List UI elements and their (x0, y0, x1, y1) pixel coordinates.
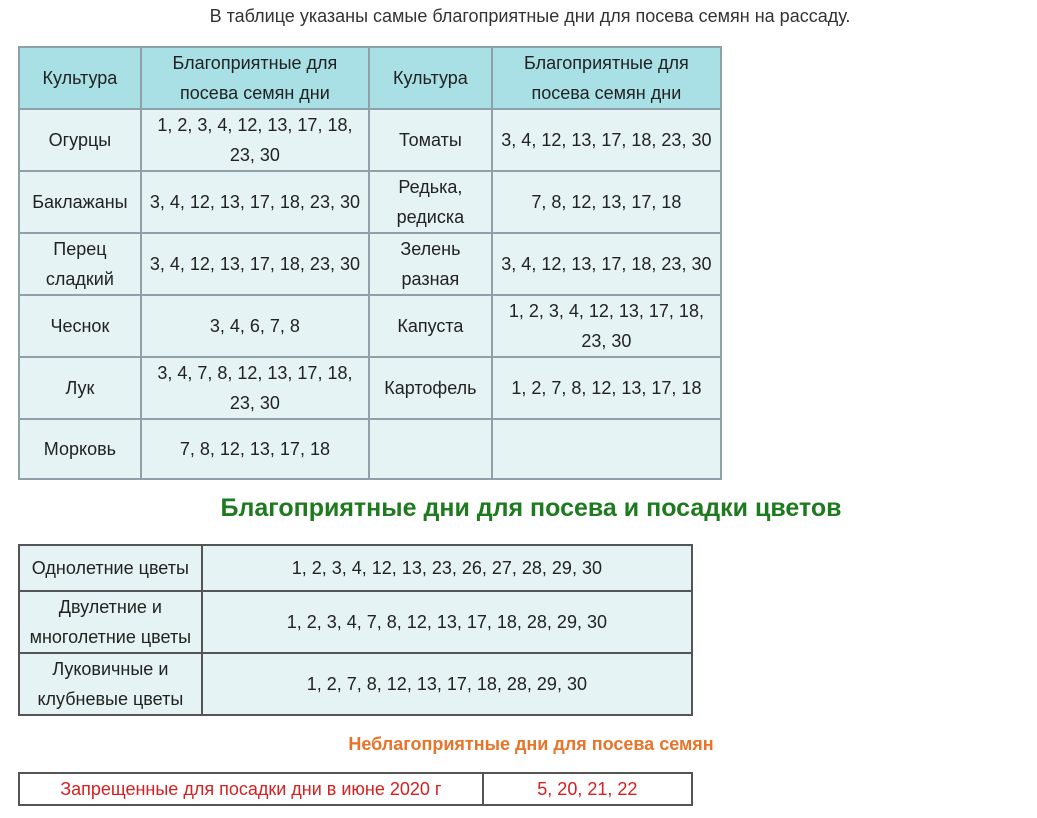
flowers-heading: Благоприятные дни для посева и посадки цветов (220, 494, 842, 522)
days-cell: 1, 2, 3, 4, 12, 13, 17, 18, 23, 30 (141, 109, 369, 171)
crop-cell: Перец сладкий (19, 233, 141, 295)
days-cell: 1, 2, 3, 4, 12, 13, 23, 26, 27, 28, 29, 30 (202, 545, 692, 591)
crop-cell: Редька, редиска (369, 171, 492, 233)
column-header-days: Благоприятные для посева семян дни (492, 47, 721, 109)
table-row (19, 591, 692, 653)
column-header-crop: Культура (19, 47, 141, 109)
crop-cell: Капуста (369, 295, 492, 357)
days-cell: 3, 4, 12, 13, 17, 18, 23, 30 (492, 109, 721, 171)
crop-cell: Огурцы (19, 109, 141, 171)
forbidden-days-cell: 5, 20, 21, 22 (483, 773, 692, 805)
column-header-days: Благоприятные для посева семян дни (141, 47, 369, 109)
flowers-table (18, 544, 693, 716)
days-cell (492, 419, 721, 479)
seedlings-table (18, 46, 722, 480)
days-cell: 1, 2, 7, 8, 12, 13, 17, 18, 28, 29, 30 (202, 653, 692, 715)
table-row (19, 171, 721, 233)
crop-cell: Картофель (369, 357, 492, 419)
table-header-row (19, 47, 721, 109)
days-cell: 1, 2, 3, 4, 7, 8, 12, 13, 17, 18, 28, 29, 30 (202, 591, 692, 653)
crop-cell: Морковь (19, 419, 141, 479)
table-row (19, 233, 721, 295)
flower-type-cell: Луковичные и клубневые цветы (19, 653, 202, 715)
days-cell: 3, 4, 12, 13, 17, 18, 23, 30 (141, 233, 369, 295)
forbidden-days-table (18, 772, 693, 806)
crop-cell: Лук (19, 357, 141, 419)
table-row (19, 545, 692, 591)
days-cell: 1, 2, 7, 8, 12, 13, 17, 18 (492, 357, 721, 419)
crop-cell: Зелень разная (369, 233, 492, 295)
forbidden-label-cell: Запрещенные для посадки дни в июне 2020 г (19, 773, 483, 805)
intro-text: В таблице указаны самые благоприятные дни для посева семян на рассаду. (209, 6, 851, 26)
days-cell: 3, 4, 7, 8, 12, 13, 17, 18, 23, 30 (141, 357, 369, 419)
flower-type-cell: Однолетние цветы (19, 545, 202, 591)
days-cell: 3, 4, 12, 13, 17, 18, 23, 30 (492, 233, 721, 295)
table-row (19, 653, 692, 715)
table-row (19, 357, 721, 419)
table-row (19, 295, 721, 357)
table-row (19, 109, 721, 171)
table-row (19, 773, 692, 805)
table-row (19, 419, 721, 479)
days-cell: 7, 8, 12, 13, 17, 18 (141, 419, 369, 479)
column-header-crop: Культура (369, 47, 492, 109)
days-cell: 1, 2, 3, 4, 12, 13, 17, 18, 23, 30 (492, 295, 721, 357)
unfavorable-heading: Неблагоприятные дни для посева семян (348, 734, 714, 754)
crop-cell (369, 419, 492, 479)
days-cell: 3, 4, 6, 7, 8 (141, 295, 369, 357)
crop-cell: Баклажаны (19, 171, 141, 233)
crop-cell: Томаты (369, 109, 492, 171)
flower-type-cell: Двулетние и многолетние цветы (19, 591, 202, 653)
days-cell: 3, 4, 12, 13, 17, 18, 23, 30 (141, 171, 369, 233)
crop-cell: Чеснок (19, 295, 141, 357)
days-cell: 7, 8, 12, 13, 17, 18 (492, 171, 721, 233)
